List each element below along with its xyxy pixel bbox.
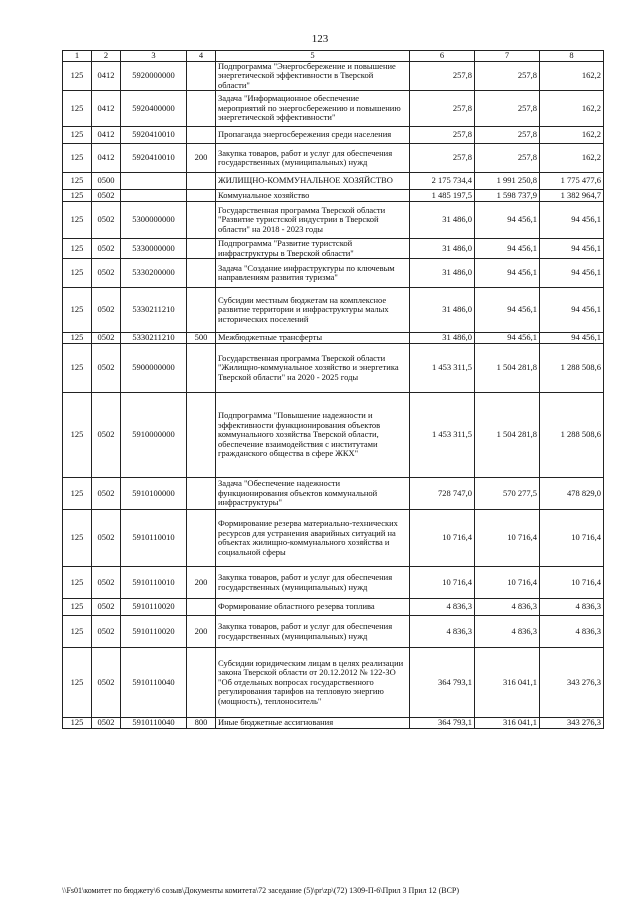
table-cell: 0502: [92, 288, 121, 333]
table-cell: [187, 288, 216, 333]
table-row: [63, 599, 604, 616]
table-row: [63, 259, 604, 288]
table-row: [63, 61, 604, 91]
table-cell: 125: [63, 718, 92, 729]
table-header-row: [63, 51, 604, 62]
table-cell: 0500: [92, 173, 121, 190]
table-cell: [187, 648, 216, 718]
table-row: [63, 288, 604, 333]
table-row: [63, 344, 604, 393]
table-cell: 257,8: [475, 144, 540, 173]
table-cell: 0502: [92, 259, 121, 288]
table-cell: 0502: [92, 333, 121, 344]
table-cell: 4 836,3: [540, 616, 604, 648]
table-cell: 0502: [92, 190, 121, 202]
table-row: [63, 718, 604, 729]
table-cell: 31 486,0: [410, 259, 475, 288]
table-cell: Закупка товаров, работ и услуг для обеспечения государственных (муниципальных) нужд: [216, 567, 410, 599]
table-cell: 1 991 250,8: [475, 173, 540, 190]
table-row: [63, 616, 604, 648]
table-cell: 570 277,5: [475, 478, 540, 510]
table-cell: 125: [63, 239, 92, 259]
table-cell: 5910110040: [121, 718, 187, 729]
table-cell: 257,8: [475, 61, 540, 91]
table-cell: 4 836,3: [410, 616, 475, 648]
table-cell: 94 456,1: [540, 333, 604, 344]
table-cell: Иные бюджетные ассигнования: [216, 718, 410, 729]
table-cell: [187, 91, 216, 127]
table-cell: Задача "Обеспечение надежности функционирования объектов коммунальной инфраструктуры": [216, 478, 410, 510]
table-cell: 5910100000: [121, 478, 187, 510]
header-cell: 5: [216, 51, 410, 62]
table-cell: 125: [63, 202, 92, 239]
table-cell: 2 175 734,4: [410, 173, 475, 190]
table-cell: 0502: [92, 567, 121, 599]
table-cell: 94 456,1: [475, 259, 540, 288]
table-cell: 162,2: [540, 127, 604, 144]
table-cell: 5920000000: [121, 61, 187, 91]
table-cell: [187, 190, 216, 202]
table-cell: 200: [187, 616, 216, 648]
table-cell: 5330211210: [121, 333, 187, 344]
table-cell: 478 829,0: [540, 478, 604, 510]
table-cell: 0502: [92, 599, 121, 616]
table-cell: 10 716,4: [475, 510, 540, 567]
table-cell: 0412: [92, 127, 121, 144]
table-cell: 0502: [92, 393, 121, 478]
table-cell: 5910110020: [121, 616, 187, 648]
file-path-footer: \\Fs01\комитет по бюджету\6 созыв\Документы комитета\72 заседание (5)\pr\zp\(72) 1309-П-6\Прил 3 Прил 12 (ВСР): [62, 886, 460, 895]
table-cell: 162,2: [540, 144, 604, 173]
header-cell: 7: [475, 51, 540, 62]
table-cell: 1 288 508,6: [540, 393, 604, 478]
table-cell: 200: [187, 144, 216, 173]
table-cell: 0502: [92, 648, 121, 718]
table-row: [63, 91, 604, 127]
table-cell: [187, 127, 216, 144]
table-row: [63, 393, 604, 478]
table-cell: [187, 344, 216, 393]
table-row: [63, 173, 604, 190]
table-row: [63, 190, 604, 202]
table-cell: [187, 599, 216, 616]
table-cell: 4 836,3: [475, 616, 540, 648]
table-cell: 5910110010: [121, 510, 187, 567]
table-cell: 0412: [92, 61, 121, 91]
table-cell: 5910000000: [121, 393, 187, 478]
table-cell: 125: [63, 190, 92, 202]
table-cell: 125: [63, 510, 92, 567]
table-cell: 1 485 197,5: [410, 190, 475, 202]
table-cell: 125: [63, 259, 92, 288]
table-cell: 1 453 311,5: [410, 344, 475, 393]
table-cell: 0502: [92, 510, 121, 567]
table-cell: 4 836,3: [410, 599, 475, 616]
table-cell: 10 716,4: [410, 567, 475, 599]
table-cell: 5330000000: [121, 239, 187, 259]
table-row: [63, 144, 604, 173]
table-cell: 1 382 964,7: [540, 190, 604, 202]
table-cell: 343 276,3: [540, 648, 604, 718]
table-cell: 316 041,1: [475, 718, 540, 729]
table-cell: 5910110020: [121, 599, 187, 616]
table-cell: 94 456,1: [475, 288, 540, 333]
table-cell: [187, 173, 216, 190]
table-cell: 10 716,4: [540, 510, 604, 567]
table-cell: 0502: [92, 239, 121, 259]
table-cell: Подпрограмма "Энергосбережение и повышение энергетической эффективности в Тверской области": [216, 61, 410, 91]
table-cell: 1 598 737,9: [475, 190, 540, 202]
table-cell: 125: [63, 567, 92, 599]
table-cell: 125: [63, 173, 92, 190]
table-cell: 0502: [92, 344, 121, 393]
table-cell: 162,2: [540, 91, 604, 127]
table-cell: 31 486,0: [410, 202, 475, 239]
table-cell: Межбюджетные трансферты: [216, 333, 410, 344]
table-cell: 10 716,4: [475, 567, 540, 599]
table-cell: 94 456,1: [540, 259, 604, 288]
budget-table: [62, 50, 604, 729]
table-cell: 5920410010: [121, 144, 187, 173]
table-cell: 125: [63, 616, 92, 648]
table-cell: 125: [63, 288, 92, 333]
table-cell: 5300000000: [121, 202, 187, 239]
table-cell: 162,2: [540, 61, 604, 91]
table-cell: 31 486,0: [410, 239, 475, 259]
table-cell: 94 456,1: [540, 202, 604, 239]
table-cell: 257,8: [410, 61, 475, 91]
table-cell: 125: [63, 393, 92, 478]
table-cell: 0502: [92, 478, 121, 510]
table-cell: Подпрограмма "Повышение надежности и эффективности функционирования объектов коммунального хозяйства Тверской области, обеспечение взаимодействия с институтами гражданского общества в сфере ЖКХ": [216, 393, 410, 478]
table-cell: 1 775 477,6: [540, 173, 604, 190]
table-cell: 5330200000: [121, 259, 187, 288]
table-cell: 1 504 281,8: [475, 344, 540, 393]
table-cell: 5920400000: [121, 91, 187, 127]
table-cell: 500: [187, 333, 216, 344]
table-cell: 125: [63, 333, 92, 344]
table-cell: 0502: [92, 718, 121, 729]
table-cell: 0412: [92, 91, 121, 127]
table-cell: 125: [63, 648, 92, 718]
table-cell: 4 836,3: [540, 599, 604, 616]
table-cell: 94 456,1: [540, 239, 604, 259]
table-cell: 257,8: [475, 91, 540, 127]
table-cell: [121, 190, 187, 202]
table-cell: Пропаганда энергосбережения среди населения: [216, 127, 410, 144]
table-cell: Субсидии местным бюджетам на комплексное развитие территории и инфраструктуры малых исторических поселений: [216, 288, 410, 333]
table-cell: 5330211210: [121, 288, 187, 333]
table-row: [63, 567, 604, 599]
table-cell: 125: [63, 91, 92, 127]
table-cell: 94 456,1: [475, 202, 540, 239]
table-cell: 10 716,4: [540, 567, 604, 599]
table-cell: Задача "Создание инфраструктуры по ключевым направлениям развития туризма": [216, 259, 410, 288]
table-row: [63, 510, 604, 567]
table-cell: Государственная программа Тверской области "Развитие туристской индустрии в Тверской области" на 2018 - 2023 годы: [216, 202, 410, 239]
header-cell: 4: [187, 51, 216, 62]
table-row: [63, 333, 604, 344]
table-cell: 800: [187, 718, 216, 729]
table-cell: [187, 259, 216, 288]
table-cell: Закупка товаров, работ и услуг для обеспечения государственных (муниципальных) нужд: [216, 616, 410, 648]
table-cell: [187, 510, 216, 567]
header-cell: 3: [121, 51, 187, 62]
table-cell: Подпрограмма "Развитие туристской инфраструктуры в Тверской области": [216, 239, 410, 259]
table-cell: 1 453 311,5: [410, 393, 475, 478]
table-row: [63, 127, 604, 144]
table-cell: 125: [63, 127, 92, 144]
table-row: [63, 478, 604, 510]
table-cell: 31 486,0: [410, 333, 475, 344]
table-cell: 5910110010: [121, 567, 187, 599]
table-cell: 316 041,1: [475, 648, 540, 718]
table-row: [63, 648, 604, 718]
table-cell: [187, 478, 216, 510]
table-cell: 125: [63, 599, 92, 616]
table-cell: ЖИЛИЩНО-КОММУНАЛЬНОЕ ХОЗЯЙСТВО: [216, 173, 410, 190]
table-cell: Формирование областного резерва топлива: [216, 599, 410, 616]
table-cell: [187, 393, 216, 478]
table-cell: 94 456,1: [540, 288, 604, 333]
table-cell: 343 276,3: [540, 718, 604, 729]
table-cell: 94 456,1: [475, 239, 540, 259]
table-cell: 125: [63, 61, 92, 91]
table-cell: Закупка товаров, работ и услуг для обеспечения государственных (муниципальных) нужд: [216, 144, 410, 173]
header-cell: 1: [63, 51, 92, 62]
table-cell: 0412: [92, 144, 121, 173]
table-cell: 257,8: [410, 127, 475, 144]
table-row: [63, 202, 604, 239]
table-cell: 10 716,4: [410, 510, 475, 567]
table-cell: 1 288 508,6: [540, 344, 604, 393]
table-cell: Государственная программа Тверской области "Жилищно-коммунальное хозяйство и энергетика Тверской области" на 2020 - 2025 годы: [216, 344, 410, 393]
table-cell: Формирование резерва материально-технических ресурсов для устранения аварийных ситуаций на объектах жилищно-коммунального хозяйства и социальной сферы: [216, 510, 410, 567]
table-cell: 0502: [92, 202, 121, 239]
table-cell: 364 793,1: [410, 718, 475, 729]
page-number: 123: [311, 33, 329, 45]
table-cell: 257,8: [410, 91, 475, 127]
table-cell: 5910110040: [121, 648, 187, 718]
table-cell: 125: [63, 478, 92, 510]
table-cell: 31 486,0: [410, 288, 475, 333]
table-cell: 0502: [92, 616, 121, 648]
table-cell: 125: [63, 144, 92, 173]
table-cell: Субсидии юридическим лицам в целях реализации закона Тверской области от 20.12.2012 № 122-ЗО "Об отдельных вопросах государственного регулирования тарифов на тепловую энергию (мощность), теплоноситель": [216, 648, 410, 718]
table-cell: 200: [187, 567, 216, 599]
table-cell: 4 836,3: [475, 599, 540, 616]
table-cell: 257,8: [410, 144, 475, 173]
table-cell: 125: [63, 344, 92, 393]
header-cell: 6: [410, 51, 475, 62]
table-cell: [187, 202, 216, 239]
table-cell: 728 747,0: [410, 478, 475, 510]
table-cell: 94 456,1: [475, 333, 540, 344]
table-cell: [187, 61, 216, 91]
table-cell: Задача "Информационное обеспечение мероприятий по энергосбережению и повышению энергетической эффективности": [216, 91, 410, 127]
table-cell: [187, 239, 216, 259]
header-cell: 8: [540, 51, 604, 62]
table-cell: [121, 173, 187, 190]
header-cell: 2: [92, 51, 121, 62]
table-cell: 257,8: [475, 127, 540, 144]
table-cell: 364 793,1: [410, 648, 475, 718]
table-cell: 5900000000: [121, 344, 187, 393]
table-cell: 5920410010: [121, 127, 187, 144]
table-row: [63, 239, 604, 259]
table-cell: Коммунальное хозяйство: [216, 190, 410, 202]
table-cell: 1 504 281,8: [475, 393, 540, 478]
